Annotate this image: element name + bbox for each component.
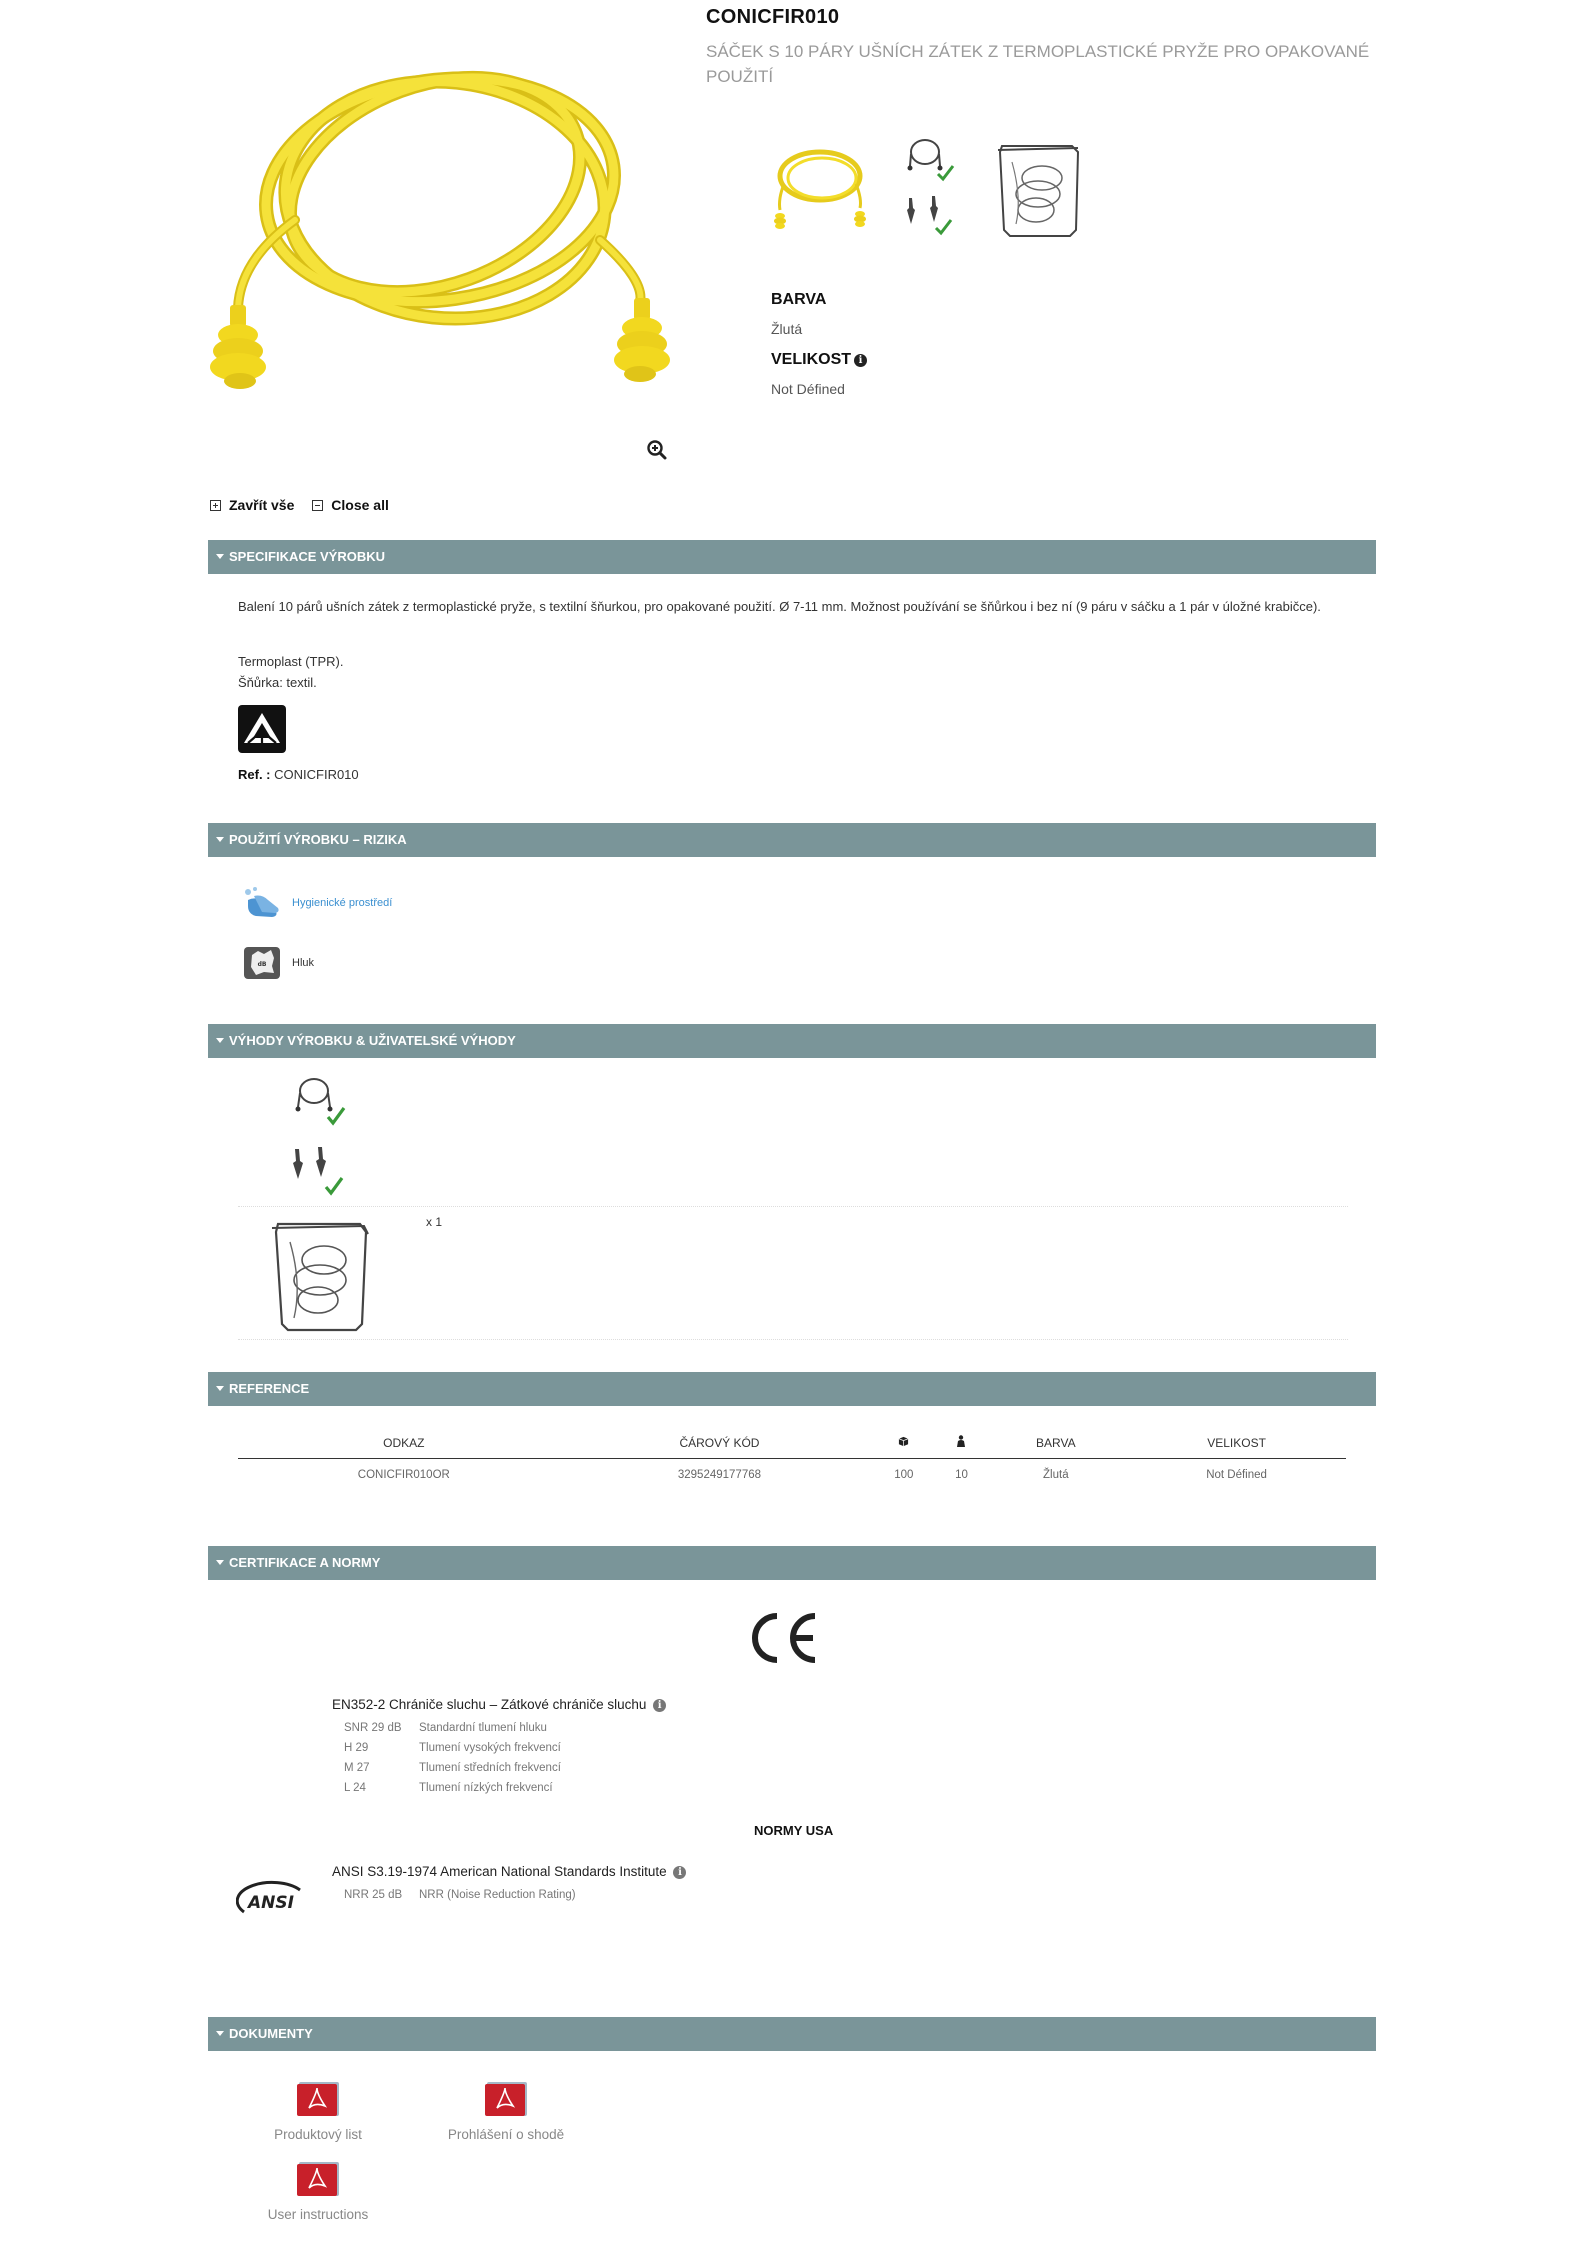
en-value: SNR 29 dB xyxy=(344,1722,402,1734)
info-icon[interactable]: i xyxy=(854,354,867,367)
zoom-in-icon[interactable] xyxy=(645,438,669,462)
table-row xyxy=(238,1458,1346,1492)
risk-label: Hluk xyxy=(292,957,315,969)
document-label: User instructions xyxy=(267,2207,369,2222)
cell-units: 10 xyxy=(955,1469,968,1482)
ansi-standard-title xyxy=(332,1864,686,1879)
cell-ref: CONICFIR010OR xyxy=(357,1469,450,1482)
caret-down-icon xyxy=(216,554,224,559)
cell-color: Žlutá xyxy=(1043,1469,1069,1482)
document-product-sheet[interactable] xyxy=(258,2080,378,2142)
corded-earplug-thumbnail[interactable] xyxy=(770,144,870,234)
risk-label: Hygienické prostředí xyxy=(292,897,393,909)
reference-line xyxy=(238,767,359,782)
table-header-row xyxy=(238,1428,1346,1458)
document-user-instructions[interactable] xyxy=(258,2160,378,2222)
ansi-description: NRR (Noise Reduction Rating) xyxy=(419,1889,576,1901)
ref-label: Ref. : xyxy=(238,767,271,782)
size-label-text: VELIKOST xyxy=(771,351,852,368)
document-label: Produktový list xyxy=(274,2127,362,2142)
ref-value: CONICFIR010 xyxy=(274,767,359,782)
section-header-spec[interactable] xyxy=(208,540,1376,574)
ce-mark-logo xyxy=(745,1610,821,1666)
usa-standards-title: NORMY USA xyxy=(754,1823,834,1838)
cell-size: Not Défined xyxy=(1206,1469,1267,1482)
svg-text:dB: dB xyxy=(257,961,267,968)
section-title: SPECIFIKACE VÝROBKU xyxy=(229,549,386,564)
expand-all-label: Zavřít vše xyxy=(229,497,295,513)
divider xyxy=(238,1339,1348,1340)
storage-box-thumbnail[interactable] xyxy=(992,138,1084,238)
product-description: Balení 10 párů ušních zátek z termoplastické pryže, s textilní šňurkou, pro opakované použití. Ø 7-11 mm. Možnost používání se šňůrkou i bez ní (9 páru v sáčku a 1 pár v úložné krabičce). xyxy=(238,599,1321,614)
corded-use-icon xyxy=(290,1075,346,1127)
col-header-ref: ODKAZ xyxy=(238,1428,570,1458)
collapse-all-label: Close all xyxy=(331,497,389,513)
col-header-color: BARVA xyxy=(985,1428,1128,1458)
minus-square-icon xyxy=(312,500,323,511)
size-label xyxy=(771,351,867,369)
en-description: Tlumení vysokých frekvencí xyxy=(419,1742,561,1754)
hygiene-hands-icon xyxy=(242,886,282,920)
reference-table xyxy=(238,1428,1346,1492)
ansi-standard-text: ANSI S3.19-1974 American National Standards Institute xyxy=(332,1864,667,1879)
uncorded-use-icon xyxy=(290,1145,346,1201)
en-description: Tlumení nízkých frekvencí xyxy=(419,1782,553,1794)
cord-plugs-options-thumbnail[interactable] xyxy=(900,132,960,242)
document-label: Prohlášení o shodě xyxy=(447,2127,565,2142)
box-quantity: x 1 xyxy=(426,1215,443,1229)
section-title: VÝHODY VÝROBKU & UŽIVATELSKÉ VÝHODY xyxy=(229,1033,516,1048)
product-main-image[interactable] xyxy=(200,40,680,440)
section-header-docs[interactable] xyxy=(208,2017,1376,2051)
color-value: Žlutá xyxy=(771,321,803,337)
ansi-value: NRR 25 dB xyxy=(344,1889,403,1901)
box-icon xyxy=(898,1436,909,1447)
delta-plus-logo xyxy=(238,705,286,753)
info-icon[interactable]: i xyxy=(673,1866,686,1879)
info-icon[interactable]: i xyxy=(653,1699,666,1712)
pdf-icon xyxy=(295,2080,341,2118)
size-value: Not Défined xyxy=(771,381,845,397)
en-value: M 27 xyxy=(344,1762,370,1774)
col-header-size: VELIKOST xyxy=(1127,1428,1346,1458)
ansi-logo xyxy=(236,1878,306,1922)
color-label: BARVA xyxy=(771,291,827,308)
en-description: Tlumení středních frekvencí xyxy=(419,1762,561,1774)
noise-icon xyxy=(242,945,282,981)
pdf-icon xyxy=(483,2080,529,2118)
material-line-2: Šňůrka: textil. xyxy=(238,675,317,690)
divider xyxy=(238,1206,1348,1207)
section-title: CERTIFIKACE A NORMY xyxy=(229,1555,381,1570)
section-header-benefits[interactable] xyxy=(208,1024,1376,1058)
storage-box-icon xyxy=(264,1214,374,1334)
caret-down-icon xyxy=(216,2031,224,2036)
col-header-box xyxy=(869,1428,938,1458)
section-title: POUŽITÍ VÝROBKU – RIZIKA xyxy=(229,832,407,847)
person-icon xyxy=(956,1435,966,1447)
risk-item-hygiene[interactable] xyxy=(242,886,392,920)
en-standard-title xyxy=(332,1697,666,1712)
cell-barcode: 3295249177768 xyxy=(677,1469,762,1482)
product-subtitle: SÁČEK S 10 PÁRY UŠNÍCH ZÁTEK Z TERMOPLASTICKÉ PRYŽE PRO OPAKOVANÉ POUŽITÍ xyxy=(706,42,1370,86)
section-title: REFERENCE xyxy=(229,1381,310,1396)
svg-text:ANSI: ANSI xyxy=(248,1893,294,1913)
en-value: H 29 xyxy=(344,1742,369,1754)
cell-box-qty: 100 xyxy=(894,1469,914,1482)
section-header-certs[interactable] xyxy=(208,1546,1376,1580)
pdf-icon xyxy=(295,2160,341,2198)
material-line-1: Termoplast (TPR). xyxy=(238,654,344,669)
expand-all-toggle[interactable] xyxy=(210,497,294,513)
caret-down-icon xyxy=(216,1386,224,1391)
en-value: L 24 xyxy=(344,1782,366,1794)
col-header-units xyxy=(938,1428,984,1458)
risk-item-noise[interactable] xyxy=(242,945,314,981)
thumbnail-strip xyxy=(760,132,1110,252)
plus-square-icon xyxy=(210,500,221,511)
section-header-usage[interactable] xyxy=(208,823,1376,857)
caret-down-icon xyxy=(216,837,224,842)
product-title: CONICFIR010 xyxy=(706,6,840,28)
en-standard-text: EN352-2 Chrániče sluchu – Zátkové chrániče sluchu xyxy=(332,1697,647,1712)
collapse-all-toggle[interactable] xyxy=(312,497,389,513)
toggle-all-controls xyxy=(210,497,403,514)
document-declaration[interactable] xyxy=(436,2080,576,2142)
caret-down-icon xyxy=(216,1560,224,1565)
col-header-barcode: ČÁROVÝ KÓD xyxy=(570,1428,870,1458)
en-description: Standardní tlumení hluku xyxy=(419,1722,547,1734)
caret-down-icon xyxy=(216,1038,224,1043)
section-title: DOKUMENTY xyxy=(229,2026,313,2041)
section-header-reference[interactable] xyxy=(208,1372,1376,1406)
